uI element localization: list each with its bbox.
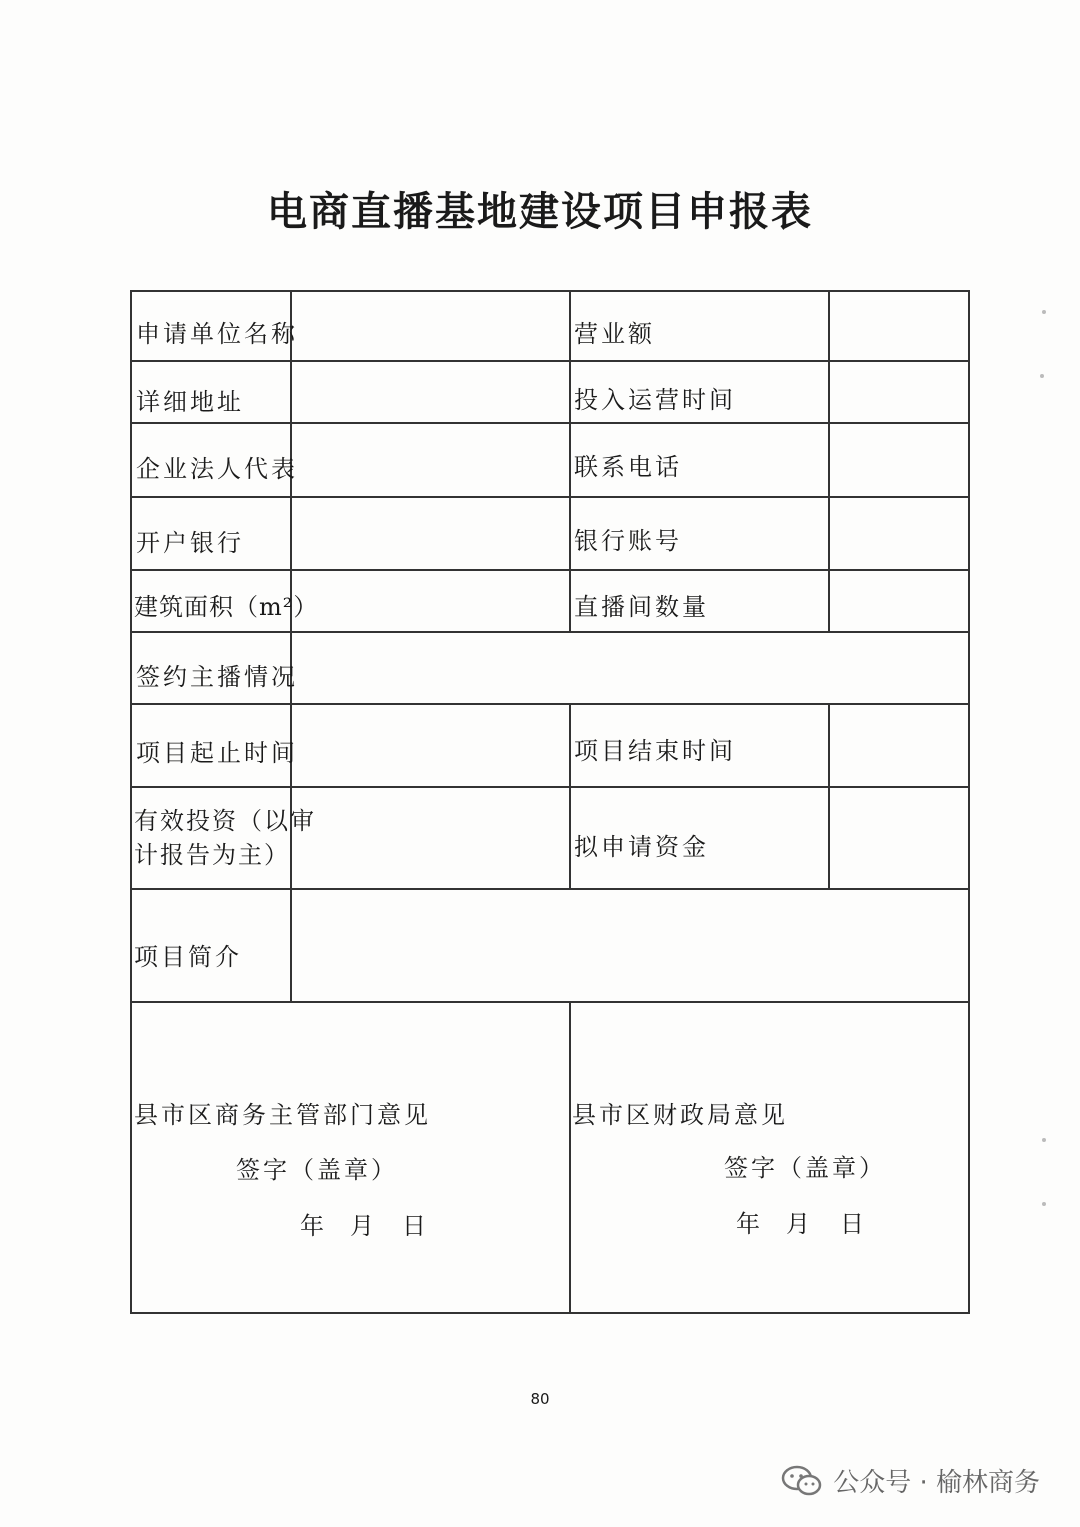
finance-date-day: 日 bbox=[840, 1210, 867, 1238]
scan-speck bbox=[1040, 374, 1044, 378]
label-investment bbox=[134, 802, 316, 874]
label-legal-rep: 企业法人代表 bbox=[136, 455, 298, 483]
finance-date-year: 年 bbox=[736, 1210, 763, 1238]
column-divider bbox=[569, 290, 571, 631]
label-commerce-opinion: 县市区商务主管部门意见 bbox=[134, 1101, 431, 1129]
column-divider bbox=[828, 703, 830, 888]
finance-signature: 签字（盖章） bbox=[724, 1154, 886, 1182]
column-divider bbox=[569, 1001, 571, 1312]
label-phone: 联系电话 bbox=[574, 453, 682, 481]
scan-speck bbox=[1042, 1138, 1046, 1142]
label-operation-start: 投入运营时间 bbox=[574, 386, 736, 414]
label-project-intro: 项目简介 bbox=[134, 943, 242, 971]
finance-date-month: 月 bbox=[786, 1210, 813, 1238]
form-title: 电商直播基地建设项目申报表 bbox=[267, 188, 813, 235]
commerce-date-month: 月 bbox=[350, 1212, 377, 1240]
wechat-watermark bbox=[781, 1462, 1040, 1499]
page-number: 80 bbox=[530, 1390, 550, 1408]
label-requested-funds: 拟申请资金 bbox=[574, 833, 709, 861]
column-divider bbox=[569, 703, 571, 888]
row-divider bbox=[130, 569, 970, 571]
commerce-signature: 签字（盖章） bbox=[236, 1156, 398, 1184]
label-investment-line2: 计报告为主） bbox=[134, 841, 290, 869]
table-border-right bbox=[968, 290, 970, 1314]
label-project-end: 项目结束时间 bbox=[574, 737, 736, 765]
table-border-bottom bbox=[130, 1312, 970, 1314]
row-divider bbox=[130, 786, 970, 788]
scan-speck bbox=[1042, 310, 1046, 314]
label-applicant-name: 申请单位名称 bbox=[136, 320, 298, 348]
label-building-area: 建筑面积（m²） bbox=[134, 593, 319, 621]
label-revenue: 营业额 bbox=[574, 320, 655, 348]
application-form-table bbox=[130, 290, 970, 1314]
label-bank-account: 银行账号 bbox=[574, 527, 682, 555]
scan-speck bbox=[1042, 1202, 1046, 1206]
column-divider bbox=[828, 290, 830, 631]
label-finance-opinion: 县市区财政局意见 bbox=[572, 1101, 788, 1129]
row-divider bbox=[130, 888, 970, 890]
commerce-date-year: 年 bbox=[300, 1212, 327, 1240]
label-bank: 开户银行 bbox=[136, 529, 244, 557]
label-studio-count: 直播间数量 bbox=[574, 593, 709, 621]
label-investment-line1: 有效投资（以审 bbox=[134, 807, 316, 835]
label-project-period: 项目起止时间 bbox=[136, 739, 298, 767]
wechat-icon bbox=[781, 1464, 823, 1498]
table-border-left bbox=[130, 290, 132, 1314]
label-streamers: 签约主播情况 bbox=[136, 663, 298, 691]
commerce-date-day: 日 bbox=[402, 1212, 429, 1240]
watermark-text: 公众号 · 榆林商务 bbox=[833, 1468, 1040, 1498]
row-divider bbox=[130, 1001, 970, 1003]
label-address: 详细地址 bbox=[136, 388, 244, 416]
row-divider bbox=[130, 422, 970, 424]
